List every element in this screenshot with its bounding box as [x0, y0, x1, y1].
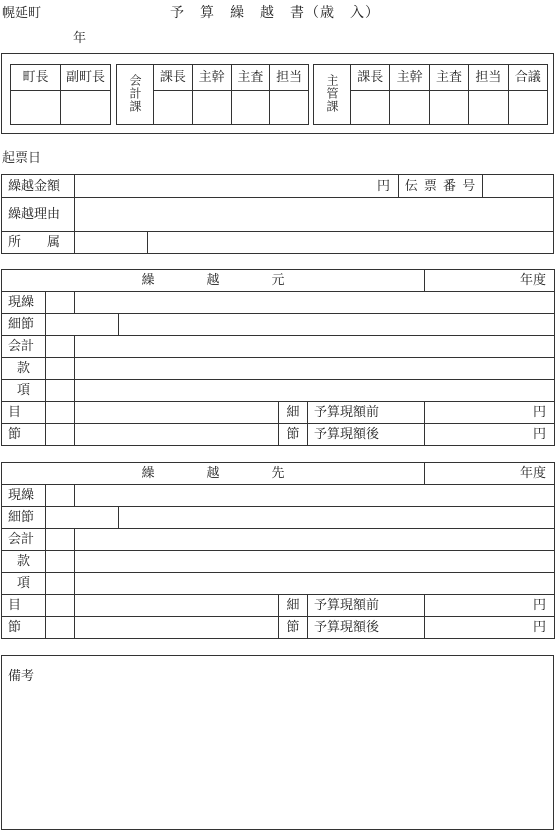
amount-label: 繰越金額: [2, 175, 75, 198]
source-detail-label: 節: [279, 424, 308, 446]
stamp-label-acc-inspector: 主査: [231, 65, 270, 91]
source-field[interactable]: [75, 380, 555, 402]
destination-table: [1, 462, 555, 639]
department-section-label: 主管課: [314, 65, 351, 125]
source-field[interactable]: [119, 314, 555, 336]
dest-field[interactable]: [46, 595, 75, 617]
dest-field[interactable]: [75, 485, 555, 507]
carryover-info-table: [1, 174, 554, 254]
dest-field[interactable]: [46, 617, 75, 639]
source-row-label: 款: [2, 358, 46, 380]
dest-before-amount[interactable]: 円: [425, 595, 555, 617]
year-label: 年: [73, 31, 87, 46]
stamp-label-mayor: 町長: [11, 65, 61, 91]
stamp-cell-consultation[interactable]: [508, 91, 547, 125]
stamp-label-deputy-mayor: 副町長: [61, 65, 111, 91]
source-after-amount[interactable]: 円: [425, 424, 555, 446]
approval-group-executives: [10, 64, 111, 125]
dest-row-label: 目: [2, 595, 46, 617]
source-field[interactable]: [46, 336, 75, 358]
dest-row-label: 現繰: [2, 485, 46, 507]
dest-row-label: 会計: [2, 529, 46, 551]
source-before-label: 予算現額前: [308, 402, 425, 424]
source-before-amount[interactable]: 円: [425, 402, 555, 424]
dest-field[interactable]: [46, 529, 75, 551]
approval-box: [1, 53, 554, 134]
stamp-cell-dept-staff[interactable]: [469, 91, 508, 125]
dest-detail-label: 細: [279, 595, 308, 617]
stamp-cell-dept-director[interactable]: [390, 91, 429, 125]
dest-field[interactable]: [46, 485, 75, 507]
dest-row-label: 項: [2, 573, 46, 595]
stamp-cell-acc-staff[interactable]: [270, 91, 309, 125]
dest-after-amount[interactable]: 円: [425, 617, 555, 639]
source-after-label: 予算現額後: [308, 424, 425, 446]
source-field[interactable]: [75, 292, 555, 314]
source-field[interactable]: [46, 402, 75, 424]
stamp-cell-deputy-mayor[interactable]: [61, 91, 111, 125]
dest-detail-label: 節: [279, 617, 308, 639]
approval-group-accounting: [116, 64, 309, 125]
remarks-label: 備考: [8, 669, 35, 684]
source-field[interactable]: [46, 314, 119, 336]
amount-yen: 円: [376, 178, 390, 194]
stamp-cell-dept-chief[interactable]: [351, 91, 390, 125]
source-row-label: 会計: [2, 336, 46, 358]
stamp-label-acc-director: 主幹: [192, 65, 231, 91]
amount-field[interactable]: [75, 175, 399, 198]
dest-field[interactable]: [75, 551, 555, 573]
source-year: 年度: [425, 270, 555, 292]
dest-row-label: 款: [2, 551, 46, 573]
dest-field[interactable]: [75, 529, 555, 551]
dest-row-label: 節: [2, 617, 46, 639]
dest-field[interactable]: [75, 595, 279, 617]
stamp-cell-mayor[interactable]: [11, 91, 61, 125]
source-detail-label: 細: [279, 402, 308, 424]
dest-field[interactable]: [46, 507, 119, 529]
dept-name-field[interactable]: [148, 232, 554, 254]
dest-after-label: 予算現額後: [308, 617, 425, 639]
dest-before-label: 予算現額前: [308, 595, 425, 617]
stamp-label-dept-chief: 課長: [351, 65, 390, 91]
source-field[interactable]: [75, 402, 279, 424]
stamp-label-consultation: 合議: [508, 65, 547, 91]
source-field[interactable]: [46, 358, 75, 380]
stamp-label-acc-chief: 課長: [154, 65, 193, 91]
dest-year: 年度: [425, 463, 555, 485]
source-field[interactable]: [75, 424, 279, 446]
stamp-cell-acc-chief[interactable]: [154, 91, 193, 125]
dest-field[interactable]: [75, 617, 279, 639]
dest-field[interactable]: [46, 573, 75, 595]
town-name: 幌延町: [2, 6, 42, 21]
dest-field[interactable]: [46, 551, 75, 573]
stamp-label-dept-inspector: 主査: [429, 65, 468, 91]
source-field[interactable]: [46, 380, 75, 402]
stamp-cell-acc-inspector[interactable]: [231, 91, 270, 125]
dest-row-label: 細節: [2, 507, 46, 529]
dept-code-field[interactable]: [75, 232, 148, 254]
date-label: 起票日: [2, 151, 42, 166]
dest-header: 繰 越 先: [2, 463, 425, 485]
source-row-label: 節: [2, 424, 46, 446]
dept-label: 所 属: [2, 232, 75, 254]
voucher-label: 伝 票 番 号: [399, 175, 483, 198]
source-field[interactable]: [75, 358, 555, 380]
stamp-label-acc-staff: 担当: [270, 65, 309, 91]
dest-field[interactable]: [75, 573, 555, 595]
source-row-label: 項: [2, 380, 46, 402]
source-row-label: 現繰: [2, 292, 46, 314]
voucher-number-field[interactable]: [483, 175, 554, 198]
stamp-label-dept-director: 主幹: [390, 65, 429, 91]
source-field[interactable]: [75, 336, 555, 358]
source-table: [1, 269, 555, 446]
source-header: 繰 越 元: [2, 270, 425, 292]
approval-group-department: [313, 64, 548, 125]
stamp-cell-dept-inspector[interactable]: [429, 91, 468, 125]
stamp-cell-acc-director[interactable]: [192, 91, 231, 125]
remarks-box[interactable]: [1, 655, 554, 830]
accounting-section-label: 会計課: [117, 65, 154, 125]
source-row-label: 細節: [2, 314, 46, 336]
stamp-label-dept-staff: 担当: [469, 65, 508, 91]
reason-label: 繰越理由: [2, 198, 75, 232]
source-field[interactable]: [46, 424, 75, 446]
source-field[interactable]: [46, 292, 75, 314]
document-title: 予 算 繰 越 書（歳 入）: [170, 5, 380, 21]
dest-field[interactable]: [119, 507, 555, 529]
source-row-label: 目: [2, 402, 46, 424]
reason-field[interactable]: [75, 198, 554, 232]
